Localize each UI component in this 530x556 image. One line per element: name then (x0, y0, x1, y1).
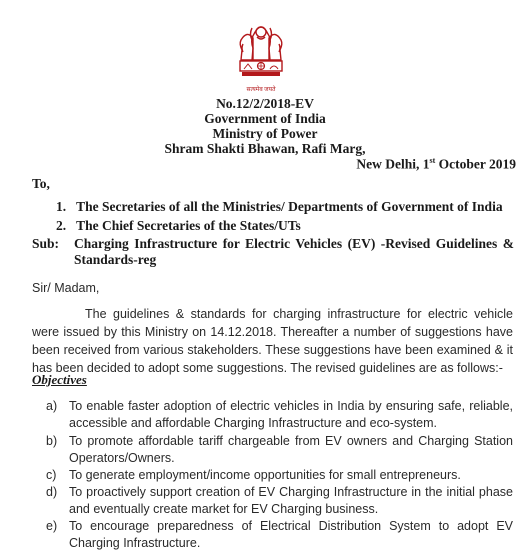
list-item-text: To promote affordable tariff chargeable from EV owners and Charging Station Operators/Owners. (69, 434, 513, 465)
objectives-list (46, 398, 513, 552)
government-name: Government of India (204, 111, 326, 126)
emblem-motto: सत्यमेव जयते (246, 87, 276, 93)
list-item-text: To enable faster adoption of electric vehicles in India by ensuring safe, reliable, accessible and affordable Charging Infrastructure and eco-system. (69, 399, 513, 430)
body-paragraph: The guidelines & standards for charging infrastructure for electric vehicle were issued by this Ministry on 14.12.2018. Thereafter a number of suggestions have been received from various stakeholders. These suggestions have been examined & it has been decided to adopt some suggestions. The revised guidelines are as follows:- (32, 307, 513, 375)
list-item (46, 518, 513, 552)
list-item (46, 398, 513, 432)
recipient-text: The Secretaries of all the Ministries/ Departments of Government of India (76, 199, 503, 214)
list-item-text: To encourage preparedness of Electrical Distribution System to adopt EV Charging Infrastructure. (69, 519, 513, 550)
objectives-heading: Objectives (32, 372, 87, 387)
subject-text: Charging Infrastructure for Electric Vehicles (EV) -Revised Guidelines & Standards-reg (74, 236, 514, 267)
list-item-text: To proactively support creation of EV Charging Infrastructure in the initial phase and eventually create market for EV Charging business. (69, 485, 513, 516)
subject-label: Sub: (32, 236, 60, 251)
salutation: Sir/ Madam, (32, 281, 100, 295)
recipient-item (56, 199, 503, 215)
date-suffix: October 2019 (435, 156, 516, 172)
list-marker: b) (46, 434, 58, 448)
recipient-item (56, 218, 301, 234)
list-item (46, 484, 513, 518)
list-marker: a) (46, 399, 58, 413)
letter-date (356, 156, 516, 173)
reference-number: No.12/2/2018-EV (216, 96, 314, 111)
list-marker: e) (46, 519, 58, 533)
list-item (46, 467, 513, 484)
national-emblem-icon (232, 4, 290, 90)
list-marker: c) (46, 468, 57, 482)
date-prefix: New Delhi, 1 (356, 156, 430, 172)
recipient-number: 2. (56, 218, 67, 233)
recipient-number: 1. (56, 199, 67, 214)
list-item (46, 433, 513, 467)
date-ordinal-suffix: st (429, 156, 436, 165)
list-item-text: To generate employment/income opportunities for small entrepreneurs. (69, 468, 461, 482)
ministry-address: Shram Shakti Bhawan, Rafi Marg, (164, 141, 366, 156)
to-label: To, (32, 176, 50, 191)
recipient-text: The Chief Secretaries of the States/UTs (76, 218, 301, 233)
list-marker: d) (46, 485, 58, 499)
ministry-name: Ministry of Power (212, 126, 318, 141)
